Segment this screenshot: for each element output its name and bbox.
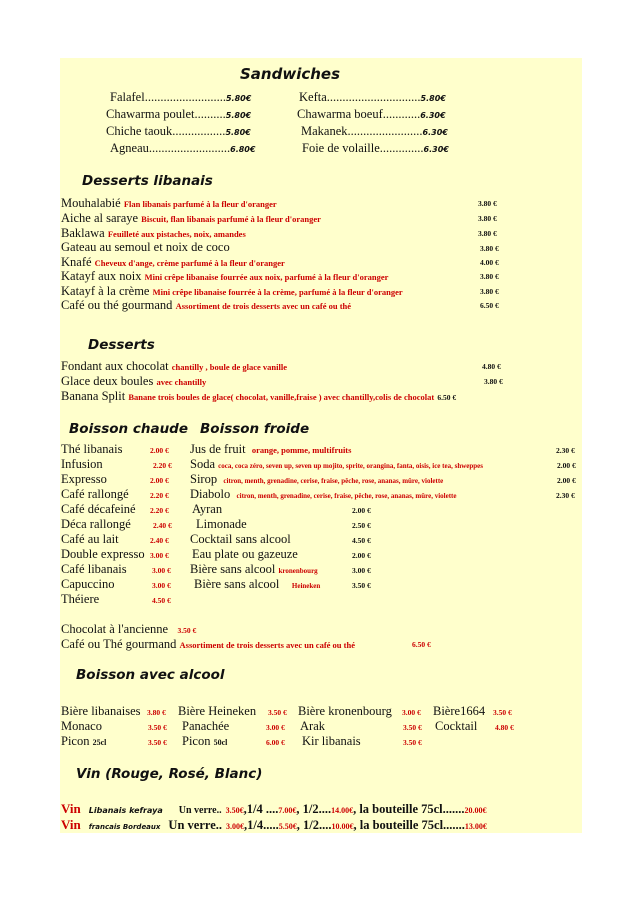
section-title-vin: Vin (Rouge, Rosé, Blanc)	[76, 766, 263, 782]
alcohol-price: 4.80 €	[495, 723, 514, 732]
hot-drink-price: 2.20 €	[153, 461, 172, 470]
alcohol-name: Bière1664	[433, 704, 486, 718]
menu-item: Knafé Cheveux d'ange, crème parfumé à la fleur d'oranger	[61, 255, 285, 269]
hot-drink-price: 2.20 €	[150, 506, 169, 515]
alcohol-price: 3.50 €	[403, 738, 422, 747]
alcohol-item: Picon 25cl	[61, 734, 107, 748]
item-price: 4.80 €	[482, 362, 501, 371]
hot-drink-price: 3.00 €	[152, 566, 171, 575]
sandwich-item: Chawarma poulet..........5.80€	[106, 107, 252, 121]
alcohol-price: 3.50 €	[493, 708, 512, 717]
alcohol-name: Arak	[300, 719, 325, 733]
hot-drink-price: 4.50 €	[152, 596, 171, 605]
alcohol-price: 3.80 €	[147, 708, 166, 717]
menu-item: Mouhalabié Flan libanais parfumé à la fleur d'oranger	[61, 196, 277, 210]
item-price: 4.00 €	[480, 258, 499, 267]
hot-drink-price: 3.00 €	[152, 581, 171, 590]
hot-drink-name: Café au lait	[61, 532, 119, 546]
alcohol-price: 3.00 €	[402, 708, 421, 717]
alcohol-item: Picon 50cl	[182, 734, 228, 748]
item-price: 3.80 €	[478, 214, 497, 223]
alcohol-price: 3.00 €	[266, 723, 285, 732]
menu-item: Gateau au semoul et noix de coco	[61, 240, 230, 254]
cold-drink-item: Jus de fruit orange, pomme, multifruits	[190, 442, 352, 456]
cold-drink-name: Limonade	[196, 517, 247, 531]
alcohol-price: 3.50 €	[403, 723, 422, 732]
item-price: 2.00 €	[352, 551, 371, 560]
menu-item: Café ou thé gourmand Assortiment de trois desserts avec un café ou thé	[61, 298, 352, 312]
hot-drink-name: Déca rallongé	[61, 517, 131, 531]
section-title-desserts-libanais: Desserts libanais	[82, 173, 213, 189]
item-price: 3.80 €	[478, 229, 497, 238]
item-price: 2.50 €	[352, 521, 371, 530]
hot-drink-price: 2.40 €	[150, 536, 169, 545]
item-price: 2.00 €	[352, 506, 371, 515]
hot-drink-name: Café décafeiné	[61, 502, 136, 516]
alcohol-price: 3.50 €	[148, 738, 167, 747]
alcohol-name: Bière kronenbourg	[298, 704, 392, 718]
alcohol-price: 3.50 €	[148, 723, 167, 732]
item-price: 3.80 €	[484, 377, 503, 386]
item-price: 2.00 €	[557, 476, 576, 485]
cold-drink-item: Bière sans alcool kronenbourg	[190, 562, 318, 576]
item-price: 3.50 €	[352, 581, 371, 590]
cold-drink-item: Diabolo citron, menth, grenadine, cerise, fraise, pêche, rose, ananas, mûre, violette	[190, 487, 457, 501]
cold-drink-item: Soda coca, coca zéro, seven up, seven up mojito, sprite, orangina, fanta, oisis, ice tea, shweppes	[190, 457, 484, 471]
cold-drink-name: Cocktail sans alcool	[190, 532, 291, 546]
item-price: 3.80 €	[480, 287, 499, 296]
alcohol-name: Monaco	[61, 719, 102, 733]
cold-drink-name: Ayran	[192, 502, 223, 516]
hot-drink-name: Café rallongé	[61, 487, 129, 501]
cold-drink-item: Bière sans alcool Heineken	[194, 577, 321, 591]
menu-item: Fondant aux chocolat chantilly , boule de glace vanille	[61, 359, 287, 373]
cold-drink-item: Sirop citron, menth, grenadine, cerise, fraise, pêche, rose, ananas, mûre, violette	[190, 472, 444, 486]
sandwich-item: Kefta..............................5.80€	[299, 90, 446, 104]
section-title-boisson-chaude: Boisson chaude	[69, 421, 189, 437]
alcohol-name: Bière Heineken	[178, 704, 257, 718]
alcohol-name: Bière libanaises	[61, 704, 141, 718]
hot-drink-price: 2.40 €	[153, 521, 172, 530]
item-price: 2.30 €	[556, 446, 575, 455]
item-price: 6.50 €	[412, 640, 431, 649]
sandwich-item: Agneau..........................6.80€	[110, 141, 256, 155]
hot-drink-name: Expresso	[61, 472, 107, 486]
hot-drink-name: Café libanais	[61, 562, 127, 576]
hot-drink-price: 2.00 €	[150, 446, 169, 455]
section-title-desserts: Desserts	[88, 337, 155, 353]
menu-item: Baklawa Feuilleté aux pistaches, noix, amandes	[61, 226, 246, 240]
menu-item: Café ou Thé gourmand Assortiment de trois desserts avec un café ou thé	[61, 637, 355, 651]
item-price: 2.30 €	[556, 491, 575, 500]
item-price: 3.80 €	[480, 272, 499, 281]
item-price: 3.00 €	[352, 566, 371, 575]
item-price: 4.50 €	[352, 536, 371, 545]
alcohol-price: 3.50 €	[268, 708, 287, 717]
hot-drink-price: 2.00 €	[150, 476, 169, 485]
hot-drink-name: Théiere	[61, 592, 100, 606]
alcohol-name: Panachée	[182, 719, 230, 733]
cold-drink-name: Eau plate ou gazeuze	[192, 547, 298, 561]
hot-drink-price: 2.20 €	[150, 491, 169, 500]
wine-row: Vin francais Bordeaux Un verre.. 3.00€,1/4.....5.50€, 1/2....10.00€, la bouteille 75cl.......13.00€	[61, 817, 487, 832]
hot-drink-name: Capuccino	[61, 577, 115, 591]
hot-drink-name: Thé libanais	[61, 442, 123, 456]
menu-item: Banana Split Banane trois boules de glace( chocolat, vanille,fraise ) avec chantilly,colis de chocolat 6.50 €	[61, 389, 457, 403]
wine-row: Vin Libanais kefraya Un verre.. 3.50€,1/4 ....7.00€, 1/2....14.00€, la bouteille 75cl.......20.00€	[61, 801, 487, 816]
alcohol-name: Kir libanais	[302, 734, 361, 748]
menu-item: Katayf aux noix Mini crêpe libanaise fourrée aux noix, parfumé à la fleur d'oranger	[61, 269, 389, 283]
alcohol-name: Cocktail	[435, 719, 478, 733]
item-price: 2.00 €	[557, 461, 576, 470]
sandwich-item: Chawarma boeuf............6.30€	[297, 107, 446, 121]
hot-drink-name: Double expresso	[61, 547, 145, 561]
sandwich-item: Falafel..........................5.80€	[110, 90, 252, 104]
section-title-boisson-alcool: Boisson avec alcool	[76, 667, 225, 683]
item-price: 3.80 €	[480, 244, 499, 253]
menu-item: Chocolat à l'ancienne 3.50 €	[61, 622, 197, 636]
sandwich-item: Chiche taouk.................5.80€	[106, 124, 251, 138]
menu-item: Katayf à la crème Mini crêpe libanaise fourrée à la crème, parfumé à la fleur d'oranger	[61, 284, 403, 298]
section-title-boisson-froide: Boisson froide	[200, 421, 310, 437]
hot-drink-name: Infusion	[61, 457, 103, 471]
item-price: 6.50 €	[480, 301, 499, 310]
section-title-sandwiches: Sandwiches	[240, 65, 341, 83]
menu-item: Aiche al saraye Biscuit, flan libanais parfumé à la fleur d'oranger	[61, 211, 321, 225]
hot-drink-price: 3.00 €	[150, 551, 169, 560]
alcohol-price: 6.00 €	[266, 738, 285, 747]
sandwich-item: Makanek........................6.30€	[301, 124, 448, 138]
item-price: 3.80 €	[478, 199, 497, 208]
sandwich-item: Foie de volaille..............6.30€	[302, 141, 449, 155]
menu-item: Glace deux boules avec chantilly	[61, 374, 207, 388]
